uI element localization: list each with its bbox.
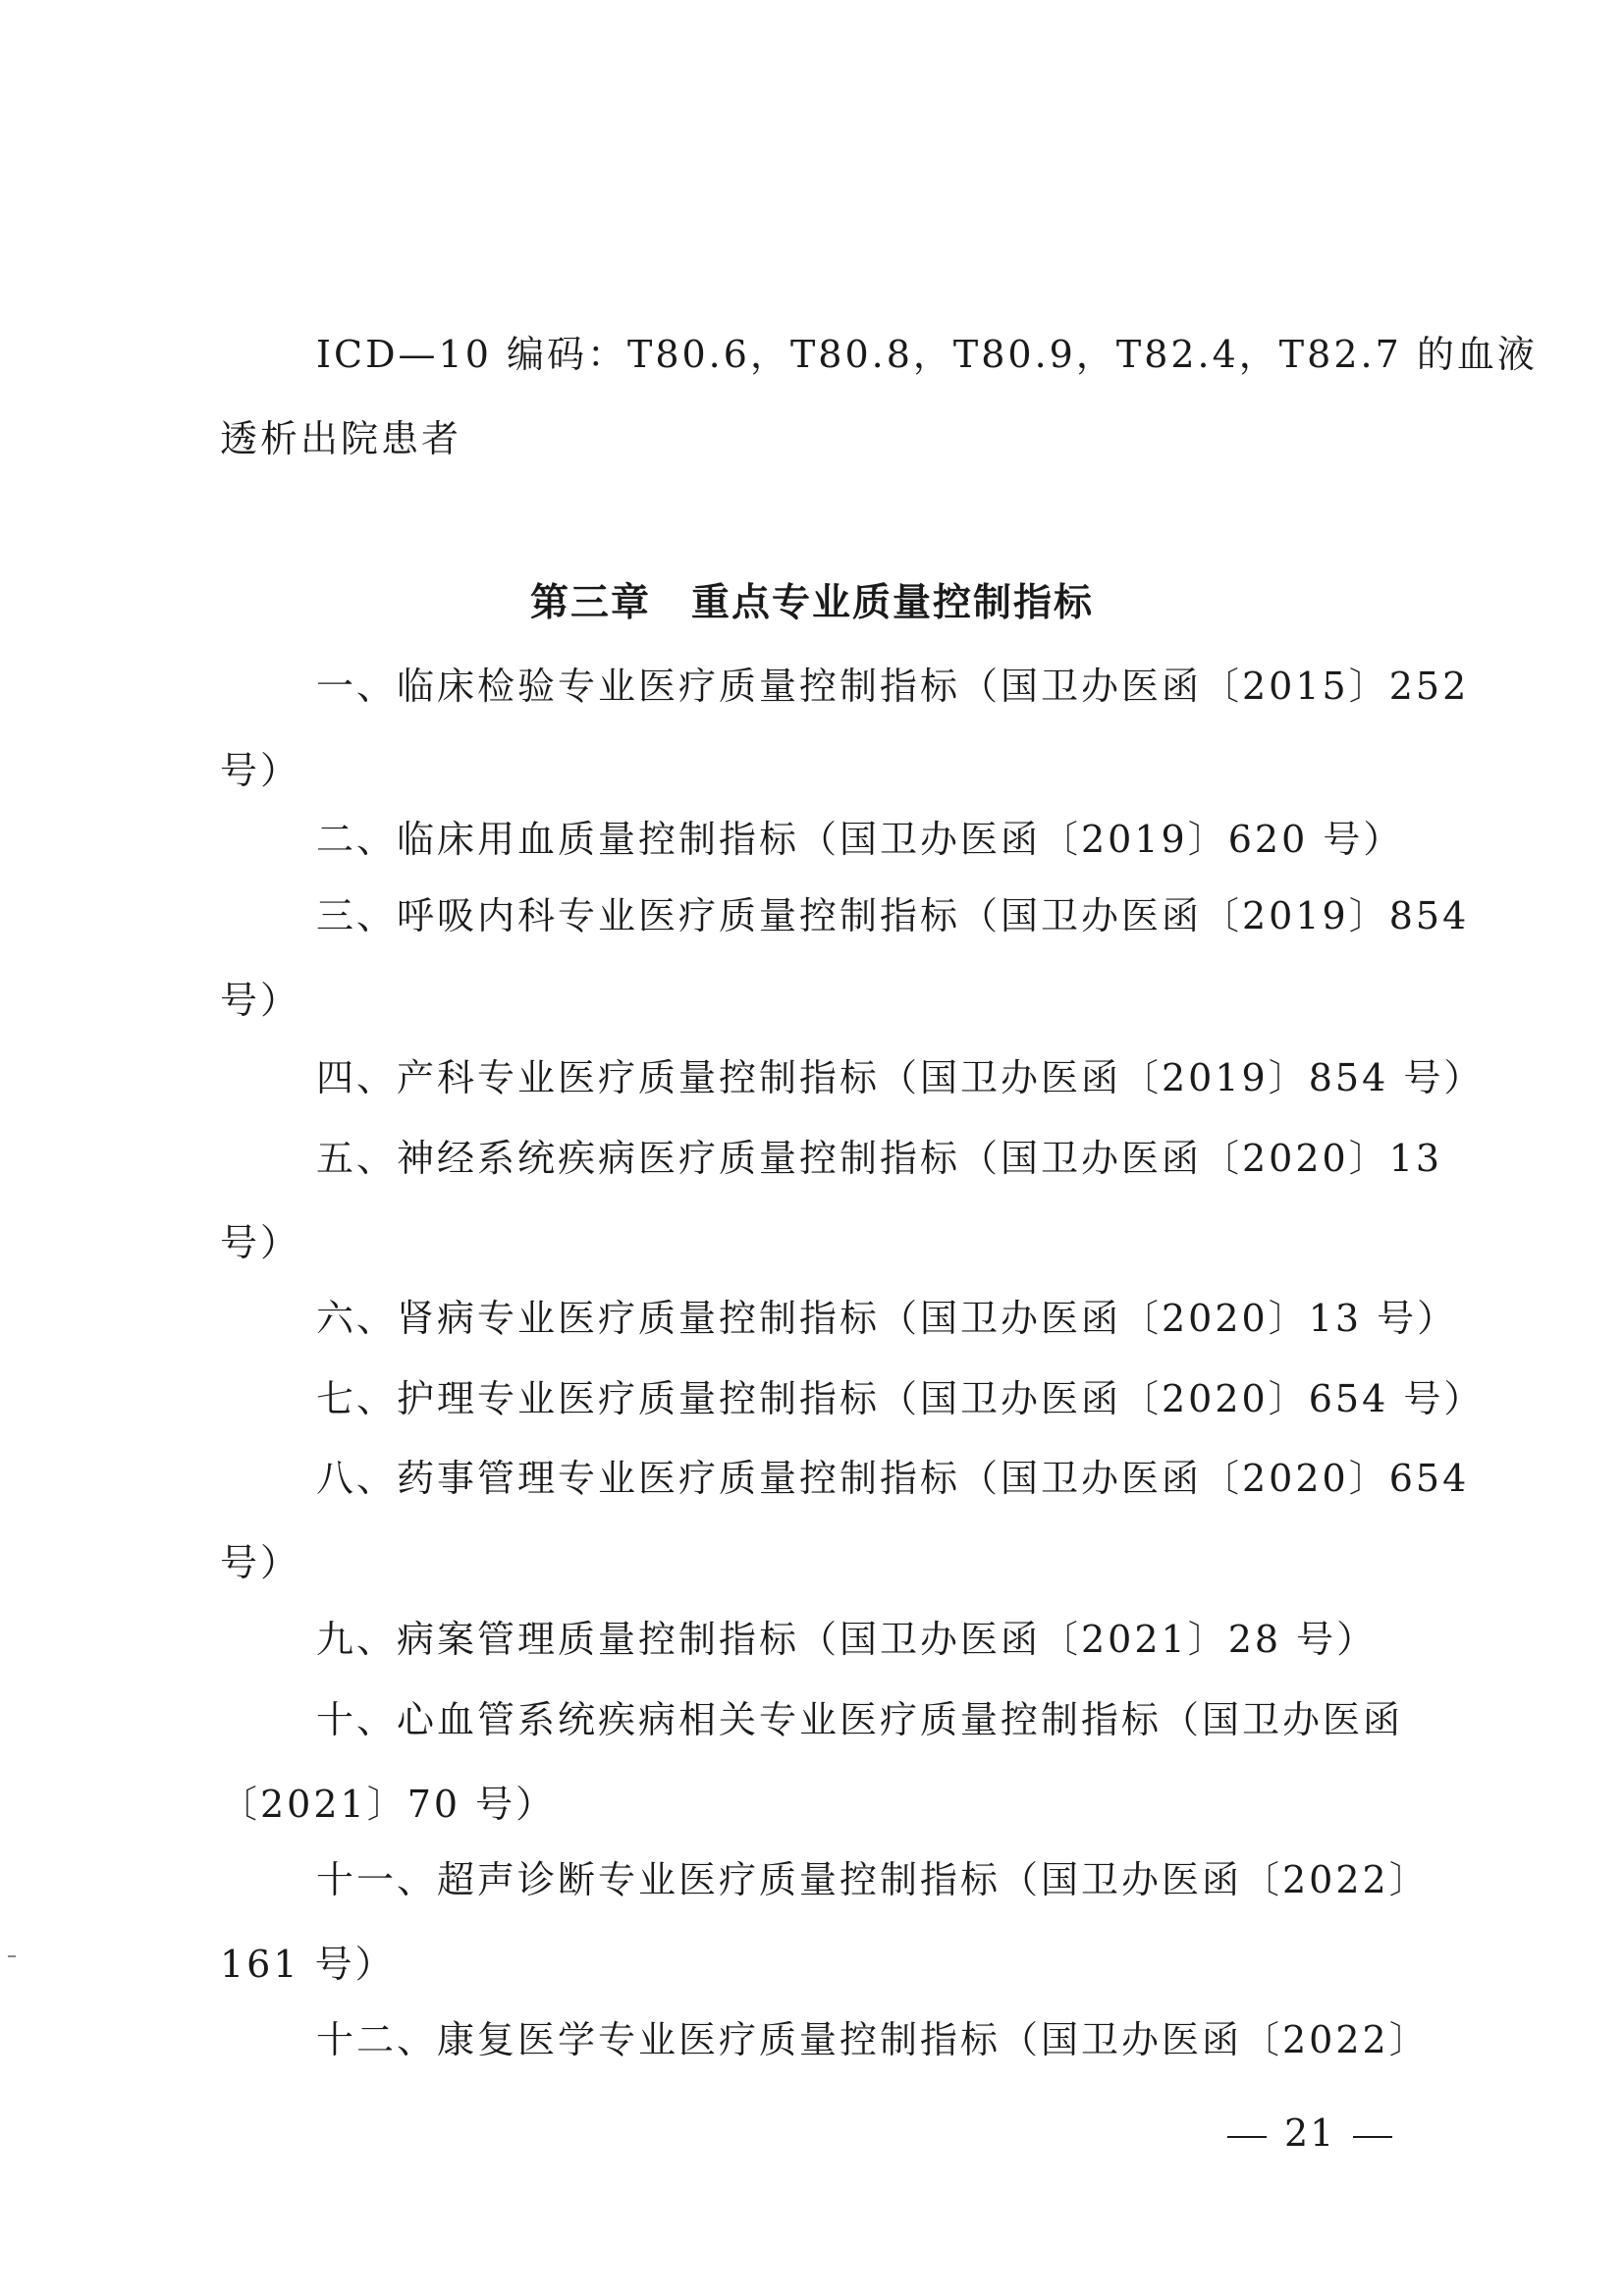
list-item	[220, 1276, 1458, 1361]
intro-paragraph	[220, 312, 1538, 481]
intro-line-2: 透析出院患者	[220, 417, 462, 460]
list-item-line: 号）	[220, 979, 301, 1022]
list-item-line: 号）	[220, 749, 301, 792]
list-item	[220, 1678, 1428, 1846]
intro-line-1: ICD—10 编码：T80.6，T80.8，T80.9，T82.4，T82.7 的血液	[316, 333, 1538, 376]
scan-mark	[8, 1955, 16, 1957]
list-item-line: 二、临床用血质量控制指标（国卫办医函〔2019〕620 号）	[316, 818, 1404, 861]
list-item	[220, 874, 1470, 1042]
list-item-line: 号）	[220, 1541, 301, 1584]
list-item-line: 161 号）	[220, 1943, 396, 1986]
list-item-line: 九、病案管理质量控制指标（国卫办医函〔2021〕28 号）	[316, 1618, 1378, 1661]
page-number-dash-left	[1227, 2136, 1267, 2138]
list-item-line: 三、呼吸内科专业医疗质量控制指标（国卫办医函〔2019〕854	[316, 894, 1470, 937]
list-item	[220, 644, 1470, 813]
chapter-title: 第三章 重点专业质量控制指标	[529, 581, 1094, 625]
list-item	[220, 1036, 1485, 1120]
page-number-dash-right	[1353, 2136, 1392, 2138]
page-number-value: 21	[1284, 2111, 1336, 2155]
list-item-line: 六、肾病专业医疗质量控制指标（国卫办医函〔2020〕13 号）	[316, 1297, 1458, 1340]
page-number	[1210, 2109, 1410, 2158]
list-item	[220, 1357, 1485, 1441]
list-item-line: 十、心血管系统疾病相关专业医疗质量控制指标（国卫办医函	[316, 1698, 1404, 1741]
list-item	[220, 1838, 1428, 2006]
list-item-line: 八、药事管理专业医疗质量控制指标（国卫办医函〔2020〕654	[316, 1457, 1470, 1500]
list-item-line: 十二、康复医学专业医疗质量控制指标（国卫办医函〔2022〕	[316, 2018, 1430, 2061]
list-item-line: 五、神经系统疾病医疗质量控制指标（国卫办医函〔2020〕13	[316, 1137, 1443, 1180]
list-item	[220, 1597, 1428, 1682]
list-item-line: 号）	[220, 1221, 301, 1264]
list-item	[220, 797, 1428, 881]
list-item-line: 十一、超声诊断专业医疗质量控制指标（国卫办医函〔2022〕	[316, 1858, 1430, 1901]
list-item	[220, 1998, 1428, 2082]
list-item	[220, 1436, 1470, 1605]
list-item-line: 七、护理专业医疗质量控制指标（国卫办医函〔2020〕654 号）	[316, 1377, 1485, 1420]
list-item	[220, 1116, 1443, 1285]
list-item-line: 四、产科专业医疗质量控制指标（国卫办医函〔2019〕854 号）	[316, 1056, 1485, 1099]
list-item-line: 一、临床检验专业医疗质量控制指标（国卫办医函〔2015〕252	[316, 665, 1470, 708]
list-item-line: 〔2021〕70 号）	[220, 1783, 557, 1826]
